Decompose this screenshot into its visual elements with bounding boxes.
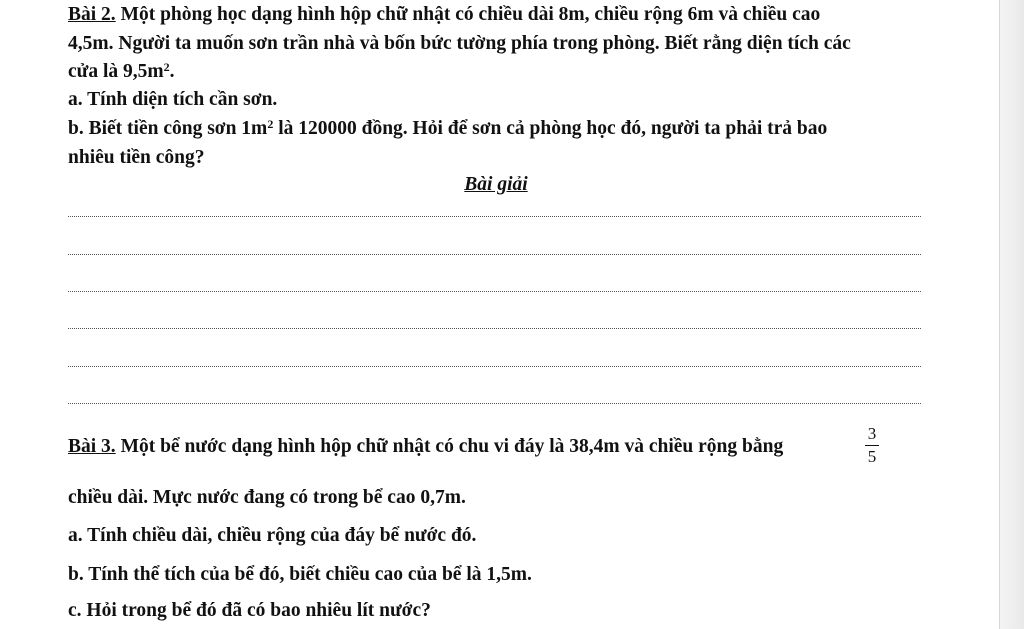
bai2-part-b-exponent: 2 — [267, 117, 274, 131]
bai2-label: Bài 2. — [68, 4, 116, 25]
bai3-line-1 — [68, 433, 928, 461]
answer-line-1[interactable] — [68, 216, 921, 217]
bai2-text-1: Một phòng học dạng hình hộp chữ nhật có chiều dài 8m, chiều rộng 6m và chiều cao — [115, 4, 821, 25]
fraction-numerator: 3 — [867, 424, 877, 443]
bai3-line-2: chiều dài. Mực nước đang có trong bể cao 0,7m. — [68, 487, 466, 508]
bai2-part-a: a. Tính diện tích cần sơn. — [68, 89, 278, 110]
bai2-door-area-exponent: 2 — [163, 60, 170, 74]
page-edge-strip — [999, 0, 1024, 629]
fraction-bar — [865, 445, 879, 446]
fraction-three-fifths — [865, 425, 879, 466]
solution-heading: Bài giải — [464, 174, 528, 195]
bai3-part-b: b. Tính thể tích của bể đó, biết chiều cao của bể là 1,5m. — [68, 564, 532, 585]
answer-line-6[interactable] — [68, 403, 921, 404]
bai2-part-b — [68, 115, 928, 143]
answer-line-4[interactable] — [68, 328, 921, 329]
bai3-part-a: a. Tính chiều dài, chiều rộng của đáy bể nước đó. — [68, 525, 477, 546]
page-corner-mark — [0, 0, 40, 6]
bai2-line-3 — [68, 58, 928, 86]
bai2-door-area-end: . — [169, 61, 175, 82]
answer-line-3[interactable] — [68, 291, 921, 292]
bai3-label: Bài 3. — [68, 436, 116, 457]
bai2-line-1 — [68, 1, 928, 29]
bai3-text-1: Một bể nước dạng hình hộp chữ nhật có chu vi đáy là 38,4m và chiều rộng bằng — [115, 436, 784, 457]
answer-line-5[interactable] — [68, 366, 921, 367]
answer-line-2[interactable] — [68, 254, 921, 255]
bai2-door-area: cửa là 9,5m — [68, 61, 164, 82]
bai2-part-b-rest: là 120000 đồng. Hỏi để sơn cả phòng học đó, người ta phải trả bao — [273, 118, 828, 139]
fraction-denominator: 5 — [867, 447, 877, 466]
bai3-part-c: c. Hỏi trong bể đó đã có bao nhiêu lít nước? — [68, 600, 431, 621]
bai2-line-2: 4,5m. Người ta muốn sơn trần nhà và bốn bức tường phía trong phòng. Biết rằng diện tích các — [68, 33, 851, 54]
bai2-part-b-line-2: nhiêu tiền công? — [68, 147, 205, 168]
bai2-part-b-start: b. Biết tiền công sơn 1m — [68, 118, 268, 139]
